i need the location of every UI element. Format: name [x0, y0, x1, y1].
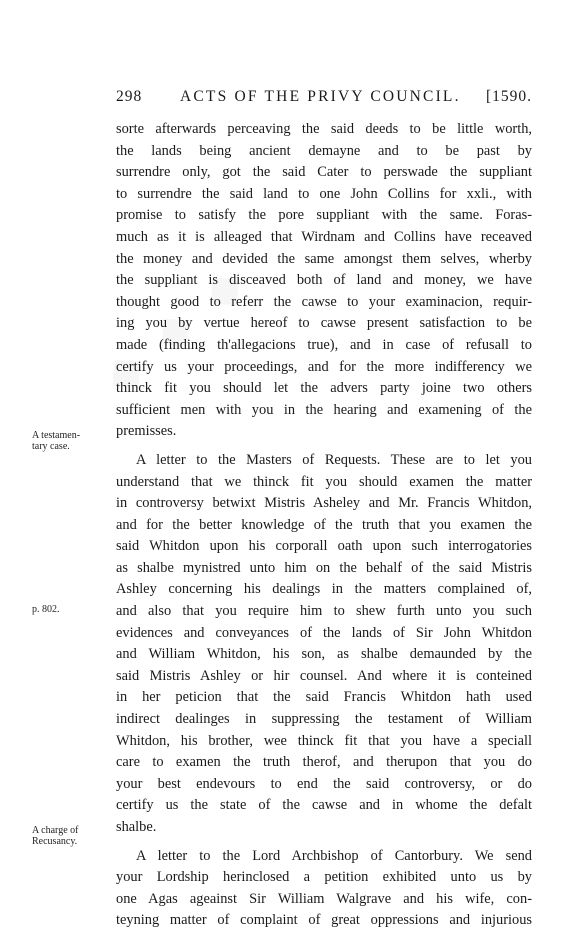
text-line: Whitdon, his brother, wee thinck fit that you have a speciall — [116, 732, 532, 749]
text-line: teyning matter of complaint of great oppressions and injurious — [116, 912, 532, 929]
text-line: one Agas ageainst Sir William Walgrave and his wife, con- — [116, 890, 532, 907]
text-line: thinck fit you should let the advers party joine two others — [116, 380, 532, 397]
page-number: 298 — [116, 88, 143, 105]
text-line: to surrendre the said land to one John Collins for xxli., with — [116, 185, 532, 202]
text-line: the lands being ancient demayne and to be past by — [116, 142, 532, 159]
text-line: the money and devided the same amongst them selves, wherby — [116, 250, 532, 267]
text-line: sufficient men with you in the hearing and examening of the — [116, 401, 532, 418]
margin-note-line: Recusancy. — [32, 836, 78, 847]
paragraph-gap — [116, 839, 532, 846]
text-line: promise to satisfy the pore suppliant with the same. Foras- — [116, 207, 532, 224]
margin-note-recusancy — [32, 825, 112, 847]
text-line: surrendre only, got the said Cater to perswade the suppliant — [116, 164, 532, 181]
text-line: as shalbe mynistred unto him on the behalf of the said Mistris — [116, 559, 532, 576]
text-line: thought good to referr the cawse to your examinacion, requir- — [116, 293, 532, 310]
text-line: said Whitdon upon his corporall oath upon such interrogatories — [116, 538, 532, 555]
margin-note-line: A charge of — [32, 825, 79, 836]
text-line: certify us your proceedings, and for the more indifferency we — [116, 358, 532, 375]
paragraph — [116, 846, 532, 932]
paragraph — [116, 119, 532, 443]
text-line: said Mistris Ashley or hir counsel. And where it is conteined — [116, 667, 532, 684]
text-line: in controversy betwixt Mistris Asheley and Mr. Francis Whitdon, — [116, 495, 532, 512]
text-line: A letter to the Lord Archbishop of Cantorbury. We send — [136, 847, 532, 864]
text-line: sorte afterwards perceaving the said deeds to be little worth, — [116, 121, 532, 137]
text-line: certify us the state of the cawse and in whome the defalt — [116, 797, 532, 814]
body-text — [116, 119, 532, 932]
text-line: your Lordship herinclosed a petition exhibited unto us by — [116, 869, 532, 886]
margin-note-line: tary case. — [32, 441, 70, 452]
text-line: much as it is alleaged that Wirdnam and Collins have receaved — [116, 228, 532, 245]
text-line: premisses. — [116, 423, 177, 440]
margin-note-line: p. 802. — [32, 604, 60, 615]
text-line: ing you by vertue hereof to cawse present satisfaction to be — [116, 315, 532, 332]
text-line: your best endevours to end the said controversy, or do — [116, 775, 532, 792]
text-line: Ashley concerning his dealings in the matters complained of, — [116, 581, 532, 598]
margin-note-page-ref — [32, 604, 112, 615]
text-line: in her peticion that the said Francis Whitdon hath used — [116, 689, 532, 706]
paragraph — [116, 450, 532, 839]
text-line: and William Whitdon, his son, as shalbe demaunded by the — [116, 646, 532, 663]
text-line: shalbe. — [116, 819, 157, 835]
text-line: and also that you require him to shew furth unto you such — [116, 603, 532, 620]
paragraph-gap — [116, 443, 532, 450]
text-line: and for the better knowledge of the truth that you examen the — [116, 516, 532, 533]
margin-note-testamentary — [32, 430, 112, 452]
text-line: understand that we thinck fit you should examen the matter — [116, 473, 532, 490]
page-year: [1590. — [485, 88, 532, 105]
margin-note-line: A testamen- — [32, 430, 81, 441]
text-line: A letter to the Masters of Requests. These are to let you — [136, 451, 532, 468]
text-line: evidences and conveyances of the lands of Sir John Whitdon — [116, 624, 532, 641]
text-line: care to examen the truth therof, and therupon that you do — [116, 754, 532, 771]
text-line: indirect dealinges in suppressing the testament of William — [116, 711, 532, 728]
text-line: made (finding th'allegacions true), and in case of refusall to — [116, 336, 532, 353]
text-line: the suppliant is disceaved both of land and money, we have — [116, 272, 532, 289]
page-title: ACTS OF THE PRIVY COUNCIL. — [180, 88, 461, 105]
